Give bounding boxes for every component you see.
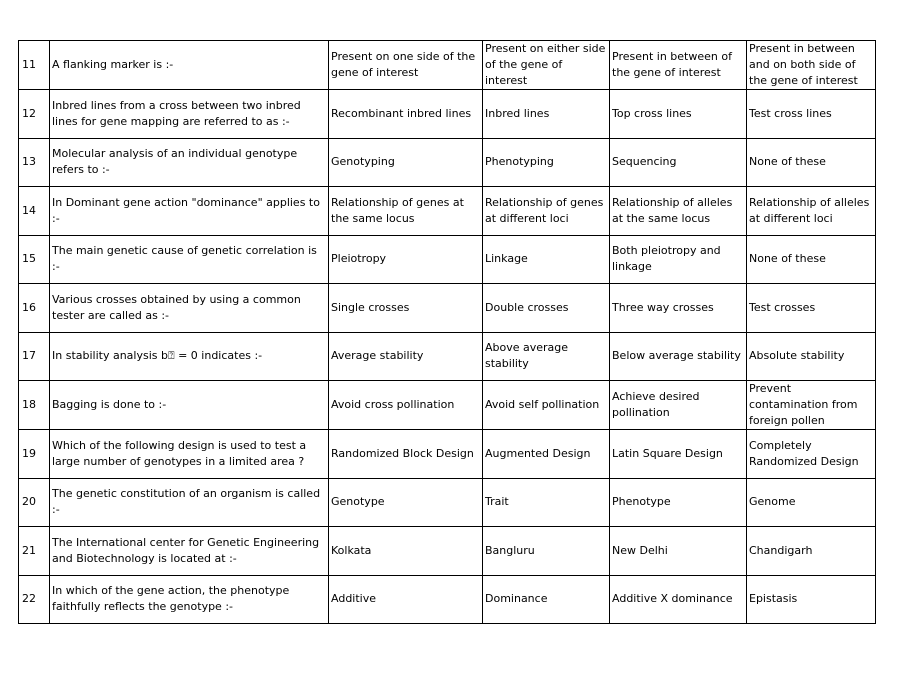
question-number: 13 — [19, 138, 50, 187]
option-c: Top cross lines — [610, 90, 747, 139]
option-a: Recombinant inbred lines — [329, 90, 483, 139]
option-b: Double crosses — [483, 284, 610, 333]
question-table — [18, 40, 876, 624]
option-d: Chandigarh — [747, 527, 876, 576]
question-text: In which of the gene action, the phenotype faithfully reflects the genotype :- — [50, 575, 329, 624]
option-c: Relationship of alleles at the same locus — [610, 187, 747, 236]
table-row — [19, 527, 876, 576]
question-number: 17 — [19, 332, 50, 381]
table-row — [19, 575, 876, 624]
table-row — [19, 138, 876, 187]
table-row — [19, 90, 876, 139]
option-c: Sequencing — [610, 138, 747, 187]
option-d: Epistasis — [747, 575, 876, 624]
option-a: Present on one side of the gene of interest — [329, 41, 483, 90]
question-number: 12 — [19, 90, 50, 139]
question-text: Various crosses obtained by using a common tester are called as :- — [50, 284, 329, 333]
option-b: Bangluru — [483, 527, 610, 576]
option-b: Above average stability — [483, 332, 610, 381]
question-text: Which of the following design is used to test a large number of genotypes in a limited area ? — [50, 430, 329, 479]
option-a: Kolkata — [329, 527, 483, 576]
option-b: Trait — [483, 478, 610, 527]
question-text: In stability analysis b⍰ = 0 indicates :- — [50, 332, 329, 381]
option-c: Achieve desired pollination — [610, 381, 747, 430]
question-number: 21 — [19, 527, 50, 576]
question-text: A flanking marker is :- — [50, 41, 329, 90]
table-row — [19, 41, 876, 90]
question-table-body — [19, 41, 876, 624]
table-row — [19, 381, 876, 430]
option-b: Inbred lines — [483, 90, 610, 139]
question-number: 18 — [19, 381, 50, 430]
option-c: Both pleiotropy and linkage — [610, 235, 747, 284]
table-row — [19, 235, 876, 284]
table-row — [19, 478, 876, 527]
option-d: Relationship of alleles at different loci — [747, 187, 876, 236]
question-text: Bagging is done to :- — [50, 381, 329, 430]
question-number: 22 — [19, 575, 50, 624]
option-d: Genome — [747, 478, 876, 527]
option-d: Absolute stability — [747, 332, 876, 381]
question-number: 19 — [19, 430, 50, 479]
option-c: Three way crosses — [610, 284, 747, 333]
question-number: 15 — [19, 235, 50, 284]
option-a: Avoid cross pollination — [329, 381, 483, 430]
option-c: Phenotype — [610, 478, 747, 527]
option-c: Present in between of the gene of interest — [610, 41, 747, 90]
question-text: The International center for Genetic Engineering and Biotechnology is located at :- — [50, 527, 329, 576]
option-c: Below average stability — [610, 332, 747, 381]
option-b: Present on either side of the gene of interest — [483, 41, 610, 90]
option-a: Pleiotropy — [329, 235, 483, 284]
table-row — [19, 332, 876, 381]
option-a: Genotype — [329, 478, 483, 527]
question-text: The genetic constitution of an organism is called :- — [50, 478, 329, 527]
option-a: Genotyping — [329, 138, 483, 187]
option-d: Completely Randomized Design — [747, 430, 876, 479]
option-c: Latin Square Design — [610, 430, 747, 479]
option-d: Test crosses — [747, 284, 876, 333]
option-a: Single crosses — [329, 284, 483, 333]
question-text: The main genetic cause of genetic correlation is :- — [50, 235, 329, 284]
table-row — [19, 284, 876, 333]
option-d: None of these — [747, 235, 876, 284]
option-b: Dominance — [483, 575, 610, 624]
option-c: New Delhi — [610, 527, 747, 576]
option-b: Augmented Design — [483, 430, 610, 479]
option-d: None of these — [747, 138, 876, 187]
option-b: Linkage — [483, 235, 610, 284]
option-b: Avoid self pollination — [483, 381, 610, 430]
option-a: Randomized Block Design — [329, 430, 483, 479]
question-number: 11 — [19, 41, 50, 90]
question-text: In Dominant gene action "dominance" applies to :- — [50, 187, 329, 236]
option-a: Average stability — [329, 332, 483, 381]
question-number: 16 — [19, 284, 50, 333]
option-d: Present in between and on both side of the gene of interest — [747, 41, 876, 90]
option-a: Relationship of genes at the same locus — [329, 187, 483, 236]
option-c: Additive X dominance — [610, 575, 747, 624]
option-b: Relationship of genes at different loci — [483, 187, 610, 236]
question-number: 14 — [19, 187, 50, 236]
option-a: Additive — [329, 575, 483, 624]
question-text: Molecular analysis of an individual genotype refers to :- — [50, 138, 329, 187]
question-number: 20 — [19, 478, 50, 527]
option-b: Phenotyping — [483, 138, 610, 187]
table-row — [19, 430, 876, 479]
option-d: Prevent contamination from foreign pollen — [747, 381, 876, 430]
question-text: Inbred lines from a cross between two inbred lines for gene mapping are referred to as :- — [50, 90, 329, 139]
option-d: Test cross lines — [747, 90, 876, 139]
table-row — [19, 187, 876, 236]
